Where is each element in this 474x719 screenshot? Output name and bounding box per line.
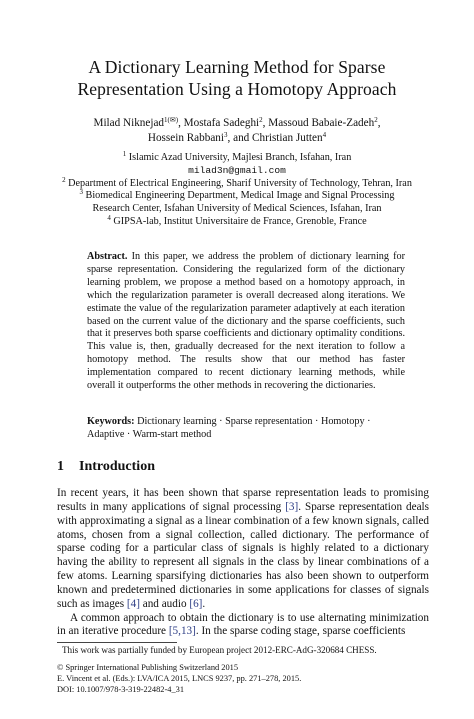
affiliation-3-continued: Research Center, Isfahan University of Medical Sciences, Isfahan, Iran [92, 203, 382, 215]
keywords [87, 416, 405, 442]
author-affiliation-mark: 4 [322, 130, 327, 139]
paragraph-text: . In the sparse coding stage, sparse coefficients [195, 625, 406, 638]
paragraph [57, 487, 429, 612]
abstract-label: Abstract. [87, 251, 128, 262]
author-list [0, 116, 474, 145]
affiliation-3 [0, 190, 474, 203]
author-email: milad3n@gmail.com [188, 164, 286, 176]
author-name: Hossein Rabbani [147, 131, 225, 144]
section-number: 1 [57, 459, 64, 474]
citation-link[interactable]: [3] [285, 500, 299, 513]
author-affiliation-mark: 2 [374, 116, 378, 124]
affiliation-mark: 1 [122, 150, 127, 158]
affiliation-text: Department of Electrical Engineering, Sharif University of Technology, Tehran, Iran [68, 177, 412, 189]
affiliation-text: GIPSA-lab, Institut Universitaire de France, Grenoble, France [113, 215, 367, 227]
author-name: , Massoud Babaie-Zadeh [262, 117, 375, 129]
copyright-block [57, 662, 437, 695]
affiliation-1 [0, 152, 474, 165]
title-line-1: A Dictionary Learning Method for Sparse [88, 57, 386, 77]
citation-link[interactable]: [6] [189, 597, 203, 610]
section-title: Introduction [79, 459, 155, 474]
author-affiliation-mark: 1(✉) [164, 116, 179, 124]
affiliation-mark: 2 [62, 175, 66, 184]
doi-line: DOI: 10.1007/978-3-319-22482-4_31 [57, 685, 185, 694]
affiliation-list [0, 152, 474, 229]
citation-link[interactable]: [4] [126, 597, 140, 610]
author-name: Milad Niknejad [93, 117, 165, 129]
paragraph-text: and audio [139, 597, 190, 610]
paragraph [57, 612, 429, 640]
author-name: , and Christian Jutten [227, 131, 323, 144]
affiliation-2 [0, 175, 474, 191]
affiliation-mark: 4 [107, 213, 111, 222]
abstract-text: In this paper, we address the problem of dictionary learning for sparse representation. Considering the regularized form of the dictionary learning problem, we propose a method based on a homotopy approach, in which the regularization parameter is overall decreased along iterations. We estimate the value of the regularization parameter adaptively at each iteration based on the current value of the dictionary and the sparse coefficients, such that it preserves both sparse coefficients and dictionary optimality conditions. This value is, then, gradually decreased for the next iteration to follow a homotopy method. The results show that our method has faster implementation compared to recent dictionary learning methods, while overall it outperforms the other methods in recovering the dictionaries. [87, 251, 405, 392]
paragraph-text: A common approach to obtain the dictionary is to use alternating minimization in an iterative procedure [57, 611, 429, 638]
copyright-line: © Springer International Publishing Switzerland 2015 [57, 663, 239, 672]
author-line-1 [0, 116, 474, 131]
author-separator: , [377, 117, 381, 129]
abstract [87, 251, 405, 393]
author-affiliation-mark: 2 [259, 116, 263, 124]
section-heading [57, 459, 155, 475]
affiliation-4 [0, 213, 474, 229]
funding-footnote: This work was partially funded by European project 2012-ERC-AdG-320684 CHESS. [62, 645, 377, 655]
author-line-2 [0, 131, 474, 146]
paragraph-text: In recent years, it has been shown that sparse representation leads to promising results in many applications of signal processing [57, 487, 429, 513]
footnote-divider [57, 642, 177, 643]
author-name: , Mostafa Sadeghi [178, 117, 260, 129]
paragraph-text: . [202, 597, 206, 610]
author-affiliation-mark: 3 [224, 130, 228, 139]
citation-line: E. Vincent et al. (Eds.): LVA/ICA 2015, LNCS 9237, pp. 271–278, 2015. [57, 674, 302, 683]
body-text [57, 487, 429, 639]
affiliation-mark: 3 [79, 188, 83, 197]
paper-title [0, 56, 474, 100]
keywords-label: Keywords: [87, 416, 135, 427]
paragraph-text: . Sparse representation deals with approximating a signal as a linear combination of a few known signals, called atoms, chosen from a signal collection, called dictionary. The performance of sparse coding for a particular class of signals is highly related to a dictionary having the ability to represent all signals in the class by linear combinations of a few atoms. Learning sparsifying dictionaries has also been shown to outperform known and predetermined dictionaries in some applications for classes of signals such as images [57, 500, 430, 610]
title-line-2: Representation Using a Homotopy Approach [77, 79, 397, 99]
affiliation-text: Islamic Azad University, Majlesi Branch, Isfahan, Iran [128, 152, 352, 163]
keywords-text: Dictionary learning · Sparse representation · Homotopy · Adaptive · Warm-start method [87, 416, 371, 440]
affiliation-text: Biomedical Engineering Department, Medical Image and Signal Processing [85, 190, 395, 202]
citation-link[interactable]: [5,13] [168, 625, 196, 638]
